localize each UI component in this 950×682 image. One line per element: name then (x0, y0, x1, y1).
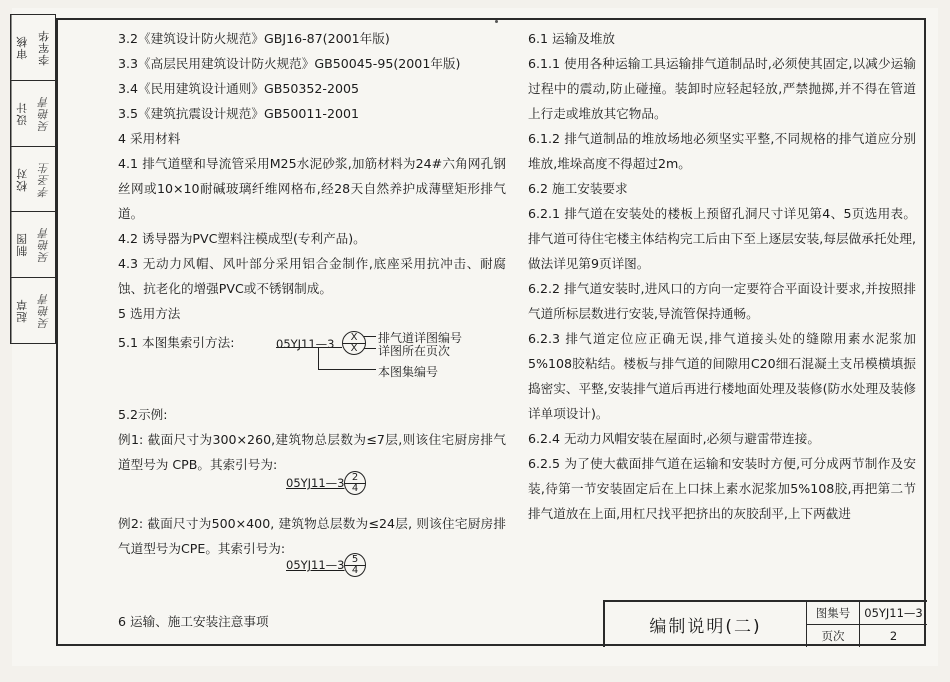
section-heading: 6.1 运输及堆放 (528, 31, 616, 46)
paragraph: 4.1 排气道壁和导流管采用M25水泥砂浆,加筋材料为24#六角网孔钢丝网或10×10耐碱玻璃纤维网格布,经28天自然养护成薄壁矩形排气道。 (118, 156, 506, 221)
reference-code: 05YJ11—3 (286, 558, 345, 572)
signature-role: 校对 (11, 147, 34, 212)
left-column (118, 26, 506, 634)
reference-item: 3.2《建筑设计防火规范》GBJ16-87(2001年版) (118, 31, 390, 46)
reference-circle-top: 2 (351, 472, 359, 483)
signature-cell-drawing (11, 212, 55, 278)
index-method-label: 5.1 本图集索引方法: (118, 335, 235, 350)
paragraph: 例1: 截面尺寸为300×260,建筑物总层数为≤7层,则该住宅厨房排气道型号为 CPB。其索引号为: (118, 432, 506, 472)
section-heading: 6 运输、施工安装注意事项 (118, 614, 269, 629)
signature-role: 起草 (11, 278, 34, 343)
title-block (603, 600, 927, 647)
reference-circle-divider (345, 565, 365, 566)
reference-circle (344, 471, 366, 495)
reference-figure (118, 554, 506, 587)
signature-strip (10, 14, 56, 344)
paragraph: 6.2.1 排气道在安装处的楼板上预留孔洞尺寸详见第4、5页选用表。排气道可待住宅楼主体结构完工后由下至上逐层安装,每层做承托处理,做法详见第9页详图。 (528, 206, 916, 271)
section-heading: 5 选用方法 (118, 306, 181, 321)
paragraph: 6.2.2 排气道安装时,进风口的方向一定要符合平面设计要求,并按照排气道所标层数进行安装,导流管保持通畅。 (528, 281, 916, 321)
index-annotation: 排气道详图编号 (378, 331, 463, 345)
right-column (528, 26, 916, 526)
index-circle-divider (343, 343, 365, 344)
leader-line (318, 369, 376, 370)
signature-cell-review (11, 15, 55, 81)
signature-handwritten: 吴艳青 (37, 95, 51, 132)
reference-circle-bottom: 4 (351, 483, 359, 494)
leader-line (364, 336, 376, 337)
reference-item: 3.3《高层民用建筑设计防火规范》GB50045-95(2001年版) (118, 56, 461, 71)
reference-circle-top: 5 (351, 554, 359, 565)
index-circle (342, 331, 366, 355)
paragraph: 4.2 诱导器为PVC塑料注模成型(专利产品)。 (118, 231, 366, 246)
paragraph: 6.2.3 排气道定位应正确无误,排气道接头处的缝隙用素水泥浆加5%108胶粘结。楼板与排气道的间隙用C20细石混凝土支吊模横填振捣密实、平整,安装排气道后再进行楼地面处理及装修(防水处理及装修详单项设计)。 (528, 331, 916, 421)
paragraph: 4.3 无动力风帽、风叶部分采用铝合金制作,底座采用抗冲击、耐腐蚀、抗老化的增强PVC或不锈钢制成。 (118, 256, 506, 296)
index-method-figure (118, 330, 506, 396)
signature-role: 审核 (11, 15, 34, 80)
leader-line (364, 348, 376, 349)
sheet-title: 编制说明(二) (605, 602, 807, 647)
signature-cell-proofread (11, 147, 55, 213)
index-annotation: 详图所在页次 (378, 344, 451, 358)
paragraph: 例2: 截面尺寸为500×400, 建筑物总层数为≤24层, 则该住宅厨房排气道型号为CPE。其索引号为: (118, 516, 506, 556)
signature-handwritten: 吴艳青 (37, 226, 51, 263)
atlas-number: 05YJ11—3 (864, 606, 923, 620)
signature-cell-design (11, 81, 55, 147)
signature-handwritten: 吴艳青 (37, 292, 51, 329)
index-code: 05YJ11—3 (276, 337, 335, 351)
atlas-label: 图集号 (807, 602, 860, 624)
reference-item: 3.5《建筑抗震设计规范》GB50011-2001 (118, 106, 360, 121)
leader-line (318, 347, 319, 369)
signature-cell-draft (11, 278, 55, 343)
page-label: 页次 (807, 625, 860, 647)
reference-circle (344, 553, 366, 577)
index-annotation: 本图集编号 (378, 365, 439, 379)
section-heading: 6.2 施工安装要求 (528, 181, 628, 196)
title-block-row (807, 602, 927, 625)
signature-role: 制图 (11, 212, 34, 277)
dot-mark (495, 20, 498, 23)
paragraph: 6.1.2 排气道制品的堆放场地必须坚实平整,不同规格的排气道应分别堆放,堆垛高度不得超过2m。 (528, 131, 916, 171)
paragraph: 6.2.4 无动力风帽安装在屋面时,必须与避雷带连接。 (528, 431, 820, 446)
signature-name: 李军华 (37, 29, 51, 66)
reference-circle-divider (345, 483, 365, 484)
paragraph: 6.2.5 为了使大截面排气道在运输和安装时方便,可分成两节制作及安装,待第一节安装固定后在上口抹上素水泥浆加5%108胶,再把第二节排气道放在上面,用杠尺找平把挤出的灰胶刮平,上下两截进 (528, 456, 916, 521)
reference-figure (118, 472, 506, 503)
signature-handwritten: 孝圣生 (37, 161, 51, 197)
reference-item: 3.4《民用建筑设计通则》GB50352-2005 (118, 81, 360, 96)
reference-circle-bottom: 4 (351, 565, 359, 576)
index-circle-top: X (350, 332, 358, 343)
paragraph: 5.2示例: (118, 407, 168, 422)
section-heading: 4 采用材料 (118, 131, 181, 146)
signature-role: 设计 (11, 81, 34, 146)
page-number: 2 (889, 629, 898, 643)
title-block-grid (807, 602, 927, 647)
reference-code: 05YJ11—3 (286, 476, 345, 490)
underline (276, 347, 342, 348)
index-circle-bottom: X (350, 343, 358, 354)
title-block-row (807, 625, 927, 647)
paragraph: 6.1.1 使用各种运输工具运输排气道制品时,必须使其固定,以减少运输过程中的震动,防止碰撞。装卸时应轻起轻放,严禁抛掷,并不得在管道上行走或堆放其它物品。 (528, 56, 916, 121)
